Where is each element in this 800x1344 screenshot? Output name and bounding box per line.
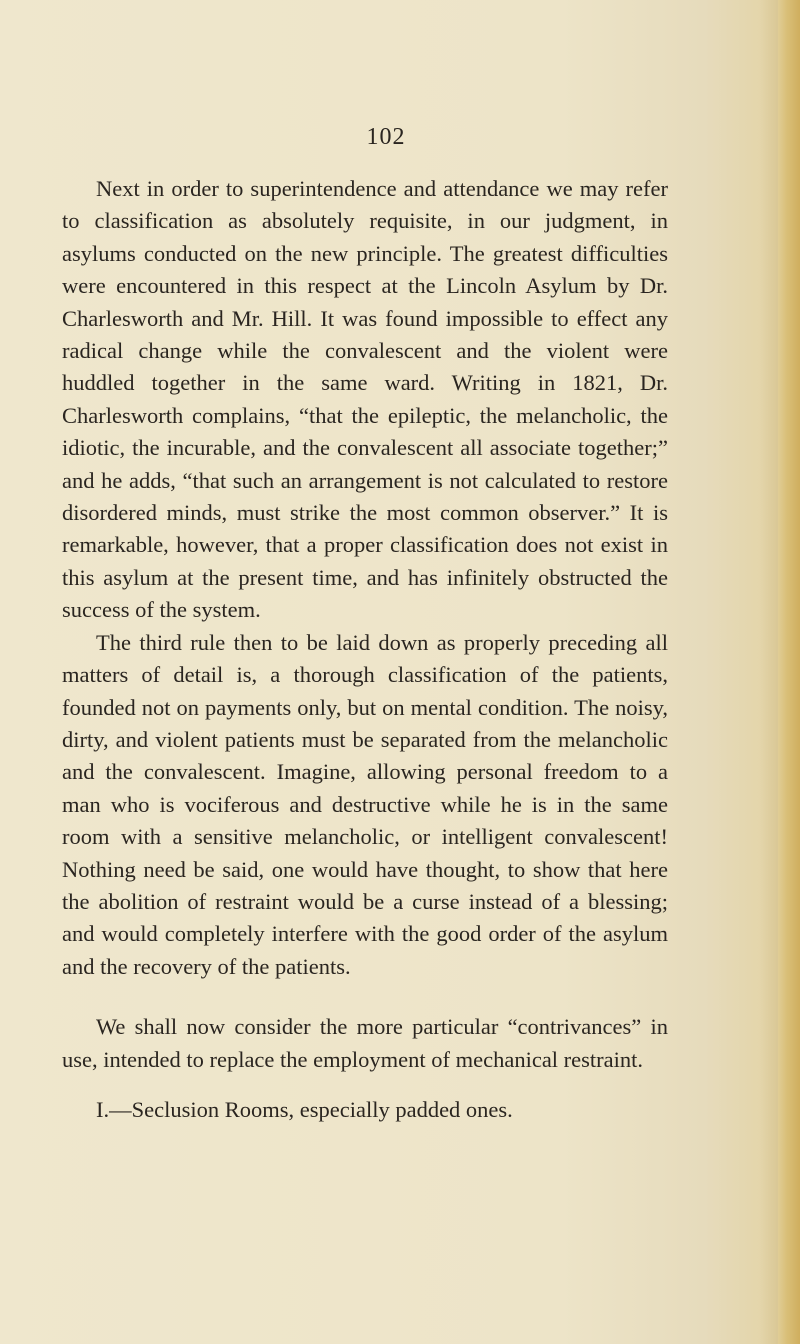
page-number: 102 — [366, 124, 406, 150]
paragraph-contrivances: We shall now consider the more particular “contrivances” in use, intended to replace the employment of mechanical restraint. — [62, 1014, 668, 1072]
section-heading-seclusion-rooms: I.—Seclusion Rooms, especially padded ones. — [96, 1096, 513, 1122]
page-edge — [778, 0, 800, 1344]
paragraph-classification: Next in order to superintendence and attendance we may refer to classification as absolutely requisite, in our judgment, in asylums conducted on the new principle. The greatest difficulties were encountered in this respect at the Lincoln Asylum by Dr. Charlesworth and Mr. Hill. It was found impossible to effect any radical change while the convalescent and the violent were huddled together in the same ward. Writing in 1821, Dr. Charlesworth complains, “that the epileptic, the melancholic, the idiotic, the incurable, and the convalescent all associate together;” and he adds, “that such an arrangement is not calculated to restore disordered minds, must strike the most common observer.” It is remarkable, however, that a proper classification does not exist in this asylum at the present time, and has infinitely obstructed the success of the system. — [62, 176, 668, 623]
gutter-shadow — [760, 0, 778, 1344]
body-text — [62, 173, 668, 1126]
paragraph-third-rule: The third rule then to be laid down as properly preceding all matters of detail is, a thorough classification of the patients, founded not on payments only, but on mental condition. The noisy, dirty, and violent patients must be separated from the melancholic and the convalescent. Imagine, allowing personal freedom to a man who is vociferous and destructive while he is in the same room with a sensitive melancholic, or intelligent convalescent! Nothing need be said, one would have thought, to show that here the abolition of restraint would be a curse instead of a blessing; and would completely interfere with the good order of the asylum and the recovery of the patients. — [62, 629, 668, 979]
